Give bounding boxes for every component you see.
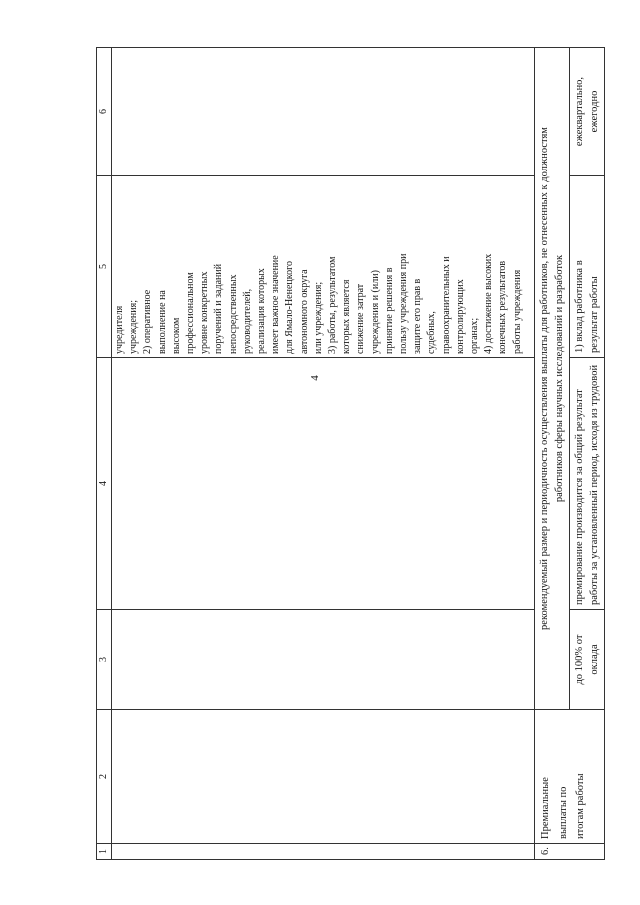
header-col-5: 5: [97, 176, 112, 358]
payment-name-line: итогам работы: [575, 773, 586, 839]
criteria-line: результат работы: [589, 276, 600, 353]
criteria-line: снижение затрат: [355, 283, 367, 354]
criteria-line: правоохранительных и: [440, 256, 452, 354]
rotated-table-container: [96, 48, 604, 860]
continuation-row: [112, 48, 535, 860]
payment-name-line: выплаты по: [557, 786, 569, 839]
header-col-6: 6: [97, 48, 112, 176]
header-row: [97, 48, 112, 860]
criteria-line: работы учреждения: [511, 269, 523, 354]
criteria-line: конечных результатов: [497, 260, 509, 354]
criteria-line: руководителей,: [241, 288, 253, 354]
periodicity-line: ежеквартально,: [574, 76, 585, 147]
criteria-line: высоком: [170, 317, 182, 354]
criteria-line: поручений и заданий: [213, 263, 225, 354]
criteria-line: уровне конкретных: [199, 271, 211, 354]
payment-name-line: Премиальные: [540, 777, 551, 839]
description-cell: [570, 358, 605, 610]
criteria-line: контролирующих: [454, 279, 466, 354]
criteria-continuation-cell: [112, 176, 535, 358]
header-col-2: 2: [97, 710, 112, 844]
section-title-line: работников сферы научных исследований и разработок: [554, 254, 565, 503]
criteria-line: непосредственных: [227, 274, 239, 354]
size-line: оклада: [589, 644, 600, 675]
criteria-line: учредителя: [114, 305, 125, 354]
criteria-line: которых является: [341, 279, 353, 354]
periodicity-line: ежегодно: [589, 90, 600, 133]
criteria-line: 4) достижение высоких: [483, 253, 495, 354]
criteria-line: для Ямало-Ненецкого: [284, 261, 296, 354]
header-col-4: 4: [97, 358, 112, 610]
criteria-line: реализация которых: [256, 268, 268, 354]
page-number: 4: [308, 375, 321, 381]
criteria-line: или учреждения;: [312, 281, 324, 354]
award-payments-table: [96, 47, 605, 860]
periodicity-cell: [570, 48, 605, 176]
section-row: [535, 48, 570, 860]
section-title-cell: [535, 48, 570, 710]
criteria-line: 1) вклад работника в: [574, 260, 585, 353]
criteria-line: органах;: [469, 317, 481, 354]
criteria-line: пользу учреждения при: [398, 253, 410, 354]
criteria-line: принятие решения в: [383, 267, 395, 354]
criteria-line: судебных,: [426, 311, 438, 354]
header-col-1: 1: [97, 844, 112, 860]
criteria-line: учреждения;: [128, 300, 140, 354]
criteria-line: выполнение на: [156, 290, 168, 354]
criteria-line: имеет важное значение: [270, 255, 282, 354]
criteria-cell: [570, 176, 605, 358]
row-number-cell: 6.: [535, 844, 605, 860]
criteria-line: защите его прав в: [412, 278, 424, 354]
criteria-line: 2) оперативное: [142, 289, 154, 354]
criteria-line: автономного округа: [298, 269, 310, 354]
description-line: работы за установленный период, исходя из трудовой: [589, 364, 600, 605]
description-line: премирование производится за общий результат: [574, 389, 585, 605]
criteria-line: профессиональном: [185, 272, 197, 354]
section-title-line: рекомендуемый размер и периодичность осуществления выплаты для работников, не отнесенных к должностям: [539, 127, 550, 630]
header-col-3: 3: [97, 610, 112, 710]
criteria-line: учреждения и (или): [369, 270, 381, 354]
payment-name-cell: [535, 710, 605, 844]
criteria-line: 3) работы, результатом: [327, 256, 339, 354]
size-line: до 100% от: [574, 634, 585, 685]
size-cell: [570, 610, 605, 710]
